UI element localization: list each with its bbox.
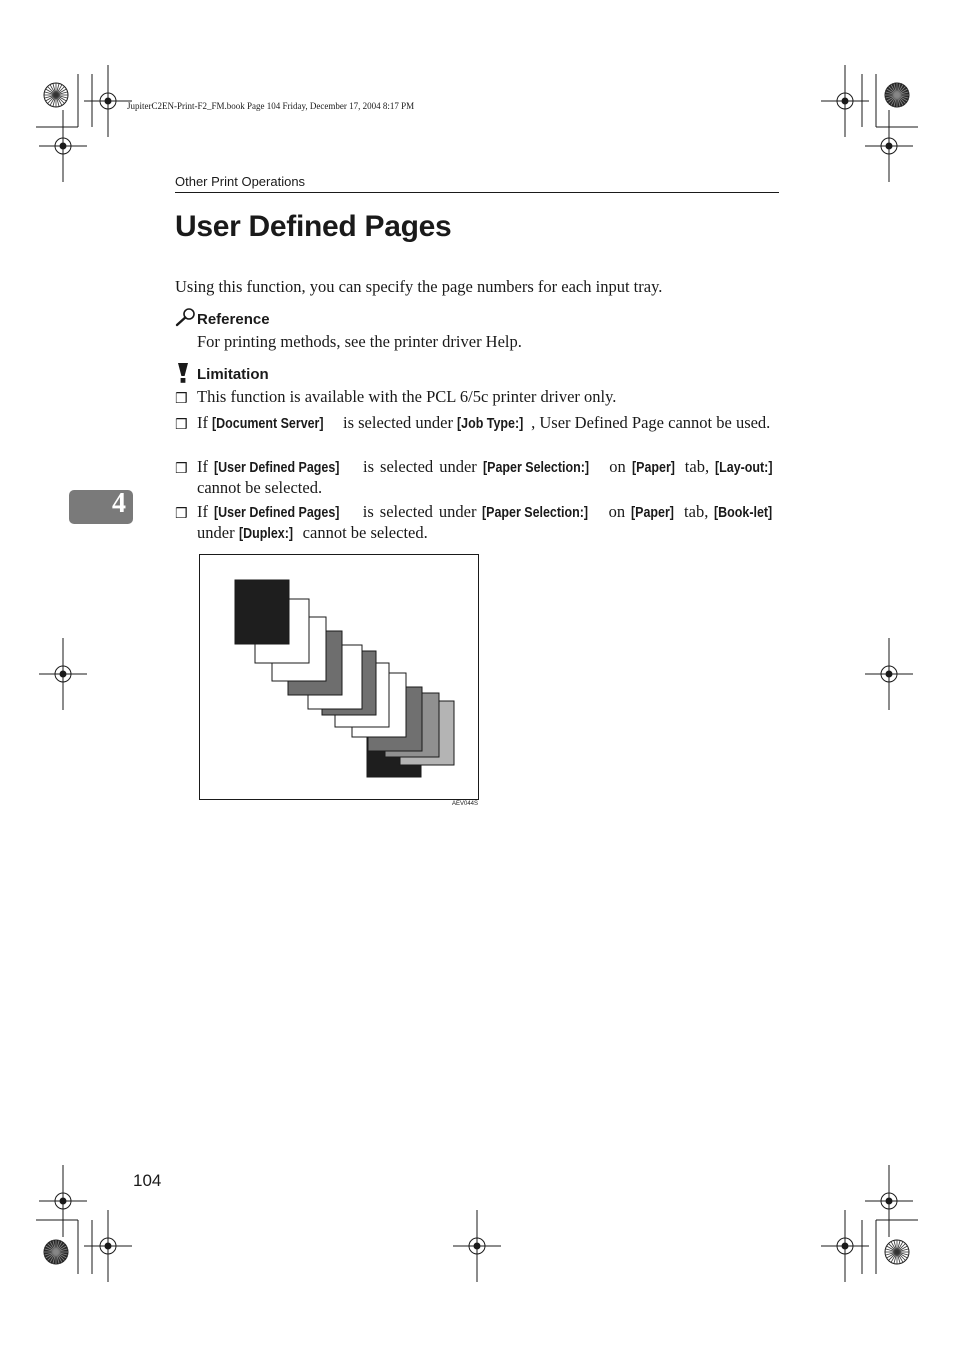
reference-heading: Reference (197, 311, 270, 328)
crosshair-mark-icon (453, 1210, 501, 1282)
crosshair-mark-icon (865, 638, 913, 710)
crosshair-mark-icon (821, 65, 869, 137)
stacked-pages-illustration (200, 555, 478, 799)
color-wheel-mark-icon (885, 1240, 909, 1264)
checkbox-glyph-icon: ❒ (175, 506, 188, 522)
crosshair-mark-icon (84, 65, 132, 137)
reference-text: For printing methods, see the printer driver Help. (197, 332, 522, 351)
checkbox-glyph-icon: ❒ (175, 461, 188, 477)
crosshair-mark-icon (865, 110, 913, 182)
header-rule (175, 192, 779, 193)
crosshair-mark-icon (39, 110, 87, 182)
print-metadata: JupiterC2EN-Print-F2_FM.book Page 104 Friday, December 17, 2004 8:17 PM (127, 101, 415, 111)
figure-code: AEV044S (452, 801, 479, 807)
crosshair-mark-icon (865, 1165, 913, 1237)
intro-paragraph: Using this function, you can specify the page numbers for each input tray. (175, 277, 663, 296)
crosshair-mark-icon (84, 1210, 132, 1282)
color-wheel-mark-icon (44, 83, 68, 107)
exclamation-icon (176, 362, 190, 384)
chapter-number: 4 (112, 488, 126, 519)
page-number: 104 (133, 1171, 162, 1190)
crosshair-mark-icon (39, 638, 87, 710)
sheet (235, 580, 289, 644)
limitation-heading: Limitation (197, 366, 269, 383)
running-header: Other Print Operations (175, 174, 306, 189)
limitation-item: ❒ If [User Defined Pages] is selected under [Paper Selection:] on [Paper] tab, [Book-let] under [Duplex:] cannot be selected. (175, 502, 773, 542)
limitation-item: ❒ If [Document Server] is selected under [Job Type:] , User Defined Page cannot be used. (175, 413, 771, 433)
page-title: User Defined Pages (175, 210, 452, 243)
user-defined-pages-figure (199, 554, 479, 800)
checkbox-glyph-icon: ❒ (175, 391, 188, 407)
crosshair-mark-icon (39, 1165, 87, 1237)
crosshair-mark-icon (821, 1210, 869, 1282)
limitation-item: ❒ This function is available with the PCL 6/5c printer driver only. (175, 387, 617, 407)
color-wheel-mark-icon (885, 83, 909, 107)
checkbox-glyph-icon: ❒ (175, 417, 188, 433)
magnifier-icon (175, 307, 197, 327)
color-wheel-mark-icon (44, 1240, 68, 1264)
limitation-item: ❒ If [User Defined Pages] is selected under [Paper Selection:] on [Paper] tab, [Lay-out:] cannot be selected. (175, 457, 773, 497)
